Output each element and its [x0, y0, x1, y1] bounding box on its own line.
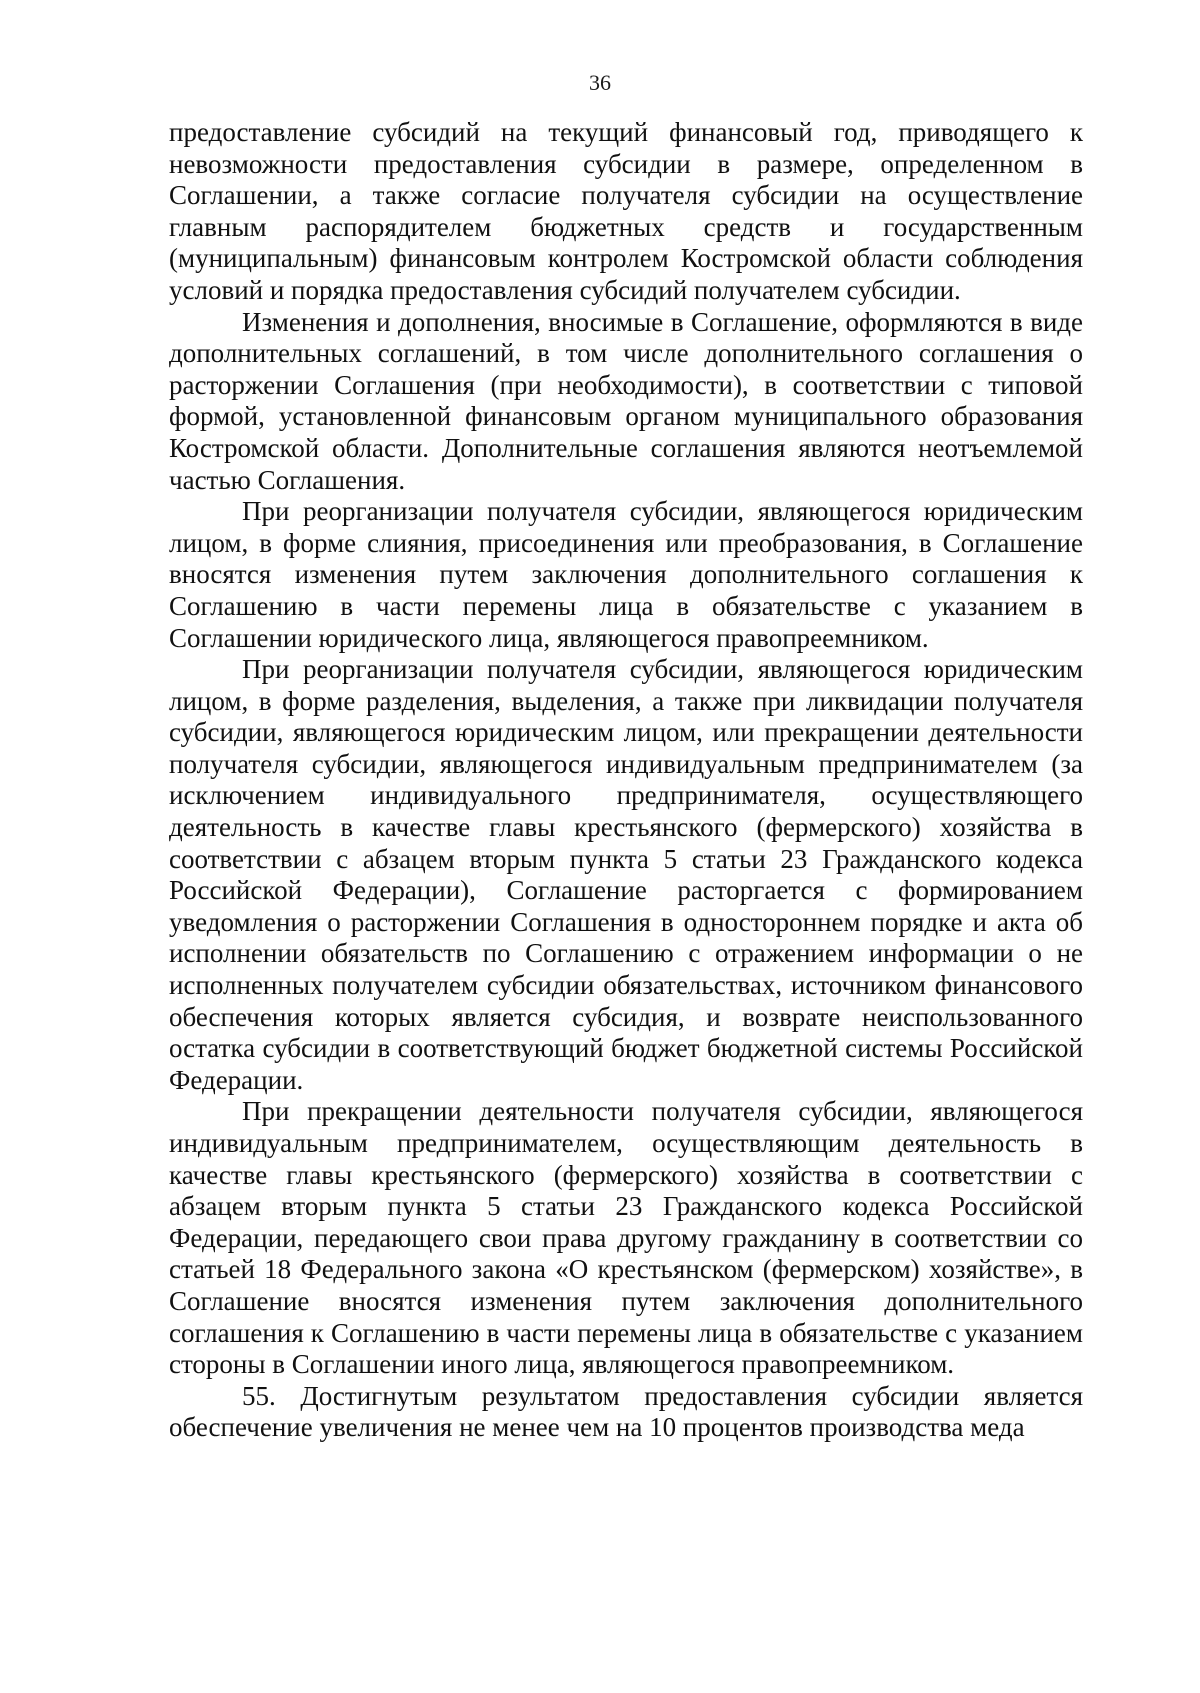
paragraph-amendments: Изменения и дополнения, вносимые в Соглашение, оформляются в виде дополнительных соглашений, в том числе дополнительного соглашения о расторжении Соглашения (при необходимости), в соответствии с типовой формой, установленной финансовым органом муниципального образования Костромской области. Дополнительные соглашения являются неотъемлемой частью Соглашения.: [169, 306, 1083, 495]
paragraph-continuation: предоставление субсидий на текущий финансовый год, приводящего к невозможности предоставления субсидии в размере, определенном в Соглашении, а также согласие получателя субсидии на осуществление главным распорядителем бюджетных средств и государственным (муниципальным) финансовым контролем Костромской области соблюдения условий и порядка предоставления субсидий получателем субсидии.: [169, 117, 1083, 305]
document-body: [169, 117, 1083, 1444]
paragraph-item-55: 55. Достигнутым результатом предоставления субсидии является обеспечение увеличения не менее чем на 10 процентов производства меда: [169, 1380, 1083, 1443]
paragraph-reorganization-division: При реорганизации получателя субсидии, являющегося юридическим лицом, в форме разделения, выделения, а также при ликвидации получателя субсидии, являющегося юридическим лицом, или прекращении деятельности получателя субсидии, являющегося индивидуальным предпринимателем (за исключением индивидуального предпринимателя, осуществляющего деятельность в качестве главы крестьянского (фермерского) хозяйства в соответствии с абзацем вторым пункта 5 статьи 23 Гражданского кодекса Российской Федерации), Соглашение расторгается с формированием уведомления о расторжении Соглашения в одностороннем порядке и акта об исполнении обязательств по Соглашению с отражением информации о не исполненных получателем субсидии обязательствах, источником финансового обеспечения которых является субсидия, и возврате неиспользованного остатка субсидии в соответствующий бюджет бюджетной системы Российской Федерации.: [169, 654, 1083, 1095]
paragraph-termination-farm: При прекращении деятельности получателя субсидии, являющегося индивидуальным предпринимателем, осуществляющим деятельность в качестве главы крестьянского (фермерского) хозяйства в соответствии с абзацем вторым пункта 5 статьи 23 Гражданского кодекса Российской Федерации, передающего свои права другому гражданину в соответствии со статьей 18 Федерального закона «О крестьянском (фермерском) хозяйстве», в Соглашение вносятся изменения путем заключения дополнительного соглашения к Соглашению в части перемены лица в обязательстве с указанием стороны в Соглашении иного лица, являющегося правопреемником.: [169, 1096, 1083, 1380]
page-number: 36: [589, 70, 611, 95]
paragraph-reorganization-merger: При реорганизации получателя субсидии, являющегося юридическим лицом, в форме слияния, присоединения или преобразования, в Соглашение вносятся изменения путем заключения дополнительного соглашения к Соглашению в части перемены лица в обязательстве с указанием в Соглашении юридического лица, являющегося правопреемником.: [169, 496, 1083, 653]
